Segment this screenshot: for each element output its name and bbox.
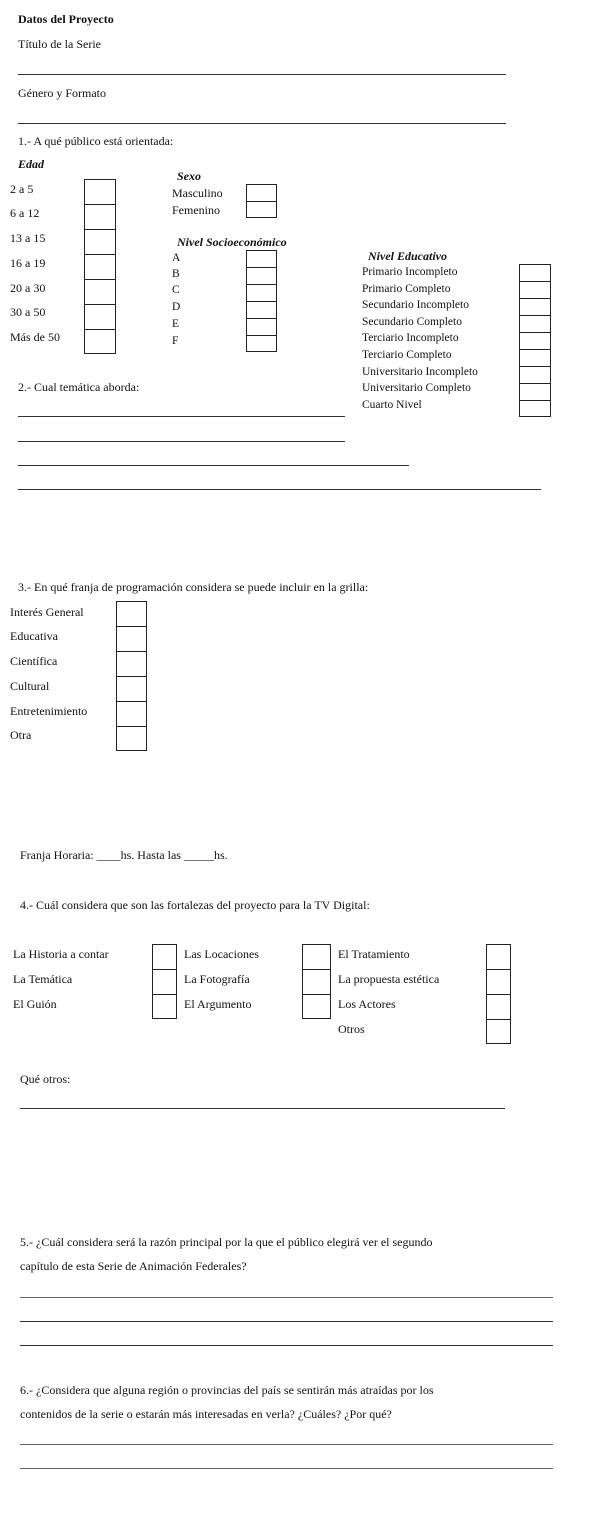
edad-option: Más de 50 [10, 330, 60, 344]
serie-label: Título de la Serie [18, 37, 101, 51]
edad-checkbox[interactable] [84, 279, 116, 304]
fortaleza-checkbox[interactable] [152, 944, 177, 969]
sexo-heading: Sexo [177, 169, 201, 183]
educativo-checkbox[interactable] [519, 383, 551, 400]
fortaleza-option: Otros [338, 1022, 365, 1036]
sexo-option: Femenino [172, 203, 220, 217]
nse-checkbox[interactable] [246, 301, 277, 318]
nse-option: E [172, 318, 180, 330]
nse-option: A [172, 252, 181, 264]
fortaleza-checkbox[interactable] [152, 969, 177, 994]
edad-checkbox[interactable] [84, 204, 116, 229]
franja-checkbox[interactable] [116, 701, 147, 726]
edad-option: 20 a 30 [10, 281, 46, 295]
educativo-option: Terciario Completo [362, 349, 452, 361]
fortaleza-option: La Historia a contar [13, 947, 109, 961]
educativo-checkbox[interactable] [519, 281, 551, 298]
edad-option: 2 a 5 [10, 182, 34, 196]
q3-question: 3.- En qué franja de programación considera se puede incluir en la grilla: [18, 580, 369, 594]
franja-option: Interés General [10, 605, 84, 619]
franja-checkbox-column [116, 601, 147, 751]
fortaleza-checkbox[interactable] [486, 994, 511, 1019]
q5-answer-line[interactable] [20, 1345, 553, 1346]
fortaleza-option: La Temática [13, 972, 73, 986]
q5-answer-line[interactable] [20, 1297, 553, 1298]
nse-heading: Nivel Socioeconómico [177, 235, 287, 249]
fortaleza-checkbox[interactable] [302, 994, 331, 1019]
genero-label: Género y Formato [18, 86, 106, 100]
educativo-checkbox[interactable] [519, 349, 551, 366]
educativo-option: Secundario Incompleto [362, 299, 469, 311]
fortaleza-checkbox[interactable] [486, 944, 511, 969]
q2-answer-line[interactable] [18, 489, 541, 490]
edad-option: 30 a 50 [10, 305, 46, 319]
fortaleza-option: El Tratamiento [338, 947, 410, 961]
q2-answer-line[interactable] [18, 465, 409, 466]
edad-checkbox[interactable] [84, 179, 116, 204]
nse-checkbox[interactable] [246, 335, 277, 352]
edad-option: 6 a 12 [10, 206, 40, 220]
fortaleza-checkbox[interactable] [302, 944, 331, 969]
sexo-checkbox[interactable] [246, 201, 277, 218]
genero-input-line[interactable] [18, 123, 506, 124]
form-title: Datos del Proyecto [18, 12, 114, 26]
edad-checkbox[interactable] [84, 304, 116, 329]
fortaleza-checkbox[interactable] [486, 969, 511, 994]
edad-checkbox[interactable] [84, 254, 116, 279]
educativo-option: Universitario Incompleto [362, 366, 478, 378]
q5-question-line-1: 5.- ¿Cuál considera será la razón principal por la que el público elegirá ver el segundo [20, 1235, 433, 1249]
sexo-option: Masculino [172, 186, 223, 200]
nse-option: C [172, 284, 180, 296]
nse-checkbox[interactable] [246, 284, 277, 301]
franja-checkbox[interactable] [116, 676, 147, 701]
q5-answer-line[interactable] [20, 1321, 553, 1322]
q6-answer-line[interactable] [20, 1468, 553, 1469]
edad-checkbox-column [84, 179, 116, 354]
franja-option: Otra [10, 728, 32, 742]
fortaleza-option: La propuesta estética [338, 972, 440, 986]
fortaleza-checkbox-column-2 [302, 944, 331, 1019]
fortaleza-checkbox[interactable] [486, 1019, 511, 1044]
nse-option: B [172, 268, 180, 280]
franja-horaria: Franja Horaria: ____hs. Hasta las _____hs. [20, 848, 228, 862]
sexo-checkbox[interactable] [246, 184, 277, 201]
franja-option: Científica [10, 654, 58, 668]
educativo-heading: Nivel Educativo [368, 249, 447, 263]
educativo-option: Universitario Completo [362, 382, 471, 394]
fortaleza-option: La Fotografía [184, 972, 250, 986]
otros-answer-line[interactable] [20, 1108, 505, 1109]
franja-checkbox[interactable] [116, 626, 147, 651]
sexo-checkbox-column [246, 184, 277, 218]
educativo-checkbox[interactable] [519, 400, 551, 417]
q2-question: 2.- Cual temática aborda: [18, 380, 140, 394]
fortaleza-checkbox-column-1 [152, 944, 177, 1019]
edad-checkbox[interactable] [84, 329, 116, 354]
fortaleza-option: El Guión [13, 997, 57, 1011]
franja-checkbox[interactable] [116, 726, 147, 751]
q5-question-line-2: capítulo de esta Serie de Animación Federales? [20, 1259, 247, 1273]
educativo-checkbox[interactable] [519, 366, 551, 383]
franja-option: Entretenimiento [10, 704, 88, 718]
fortaleza-checkbox[interactable] [152, 994, 177, 1019]
educativo-option: Cuarto Nivel [362, 399, 422, 411]
fortaleza-checkbox-column-3 [486, 944, 511, 1044]
franja-option: Cultural [10, 679, 50, 693]
educativo-checkbox[interactable] [519, 315, 551, 332]
educativo-option: Terciario Incompleto [362, 332, 459, 344]
q6-question-line-2: contenidos de la serie o estarán más interesadas en verla? ¿Cuáles? ¿Por qué? [20, 1407, 392, 1421]
q6-question-line-1: 6.- ¿Considera que alguna región o provincias del país se sentirán más atraídas por los [20, 1383, 434, 1397]
educativo-option: Secundario Completo [362, 316, 462, 328]
q2-answer-line[interactable] [18, 416, 345, 417]
nse-checkbox-column [246, 250, 277, 352]
educativo-checkbox[interactable] [519, 332, 551, 349]
franja-checkbox[interactable] [116, 601, 147, 626]
nse-checkbox[interactable] [246, 250, 277, 267]
edad-option: 16 a 19 [10, 256, 46, 270]
fortaleza-option: El Argumento [184, 997, 252, 1011]
educativo-checkbox[interactable] [519, 264, 551, 281]
edad-option: 13 a 15 [10, 231, 46, 245]
franja-checkbox[interactable] [116, 651, 147, 676]
fortaleza-option: Los Actores [338, 997, 396, 1011]
educativo-checkbox[interactable] [519, 298, 551, 315]
q6-answer-line[interactable] [20, 1444, 553, 1445]
nse-checkbox[interactable] [246, 267, 277, 284]
q1-question: 1.- A qué público está orientada: [18, 134, 174, 148]
edad-checkbox[interactable] [84, 229, 116, 254]
franja-option: Educativa [10, 629, 58, 643]
q2-answer-line[interactable] [18, 441, 345, 442]
nse-option: D [172, 301, 181, 313]
edad-heading: Edad [18, 157, 45, 171]
educativo-option: Primario Completo [362, 283, 451, 295]
q4-question: 4.- Cuál considera que son las fortalezas del proyecto para la TV Digital: [20, 898, 370, 912]
serie-input-line[interactable] [18, 74, 506, 75]
nse-checkbox[interactable] [246, 318, 277, 335]
fortaleza-checkbox[interactable] [302, 969, 331, 994]
educativo-checkbox-column [519, 264, 551, 417]
nse-option: F [172, 335, 179, 347]
educativo-option: Primario Incompleto [362, 266, 458, 278]
fortaleza-option: Las Locaciones [184, 947, 259, 961]
otros-label: Qué otros: [20, 1072, 71, 1086]
